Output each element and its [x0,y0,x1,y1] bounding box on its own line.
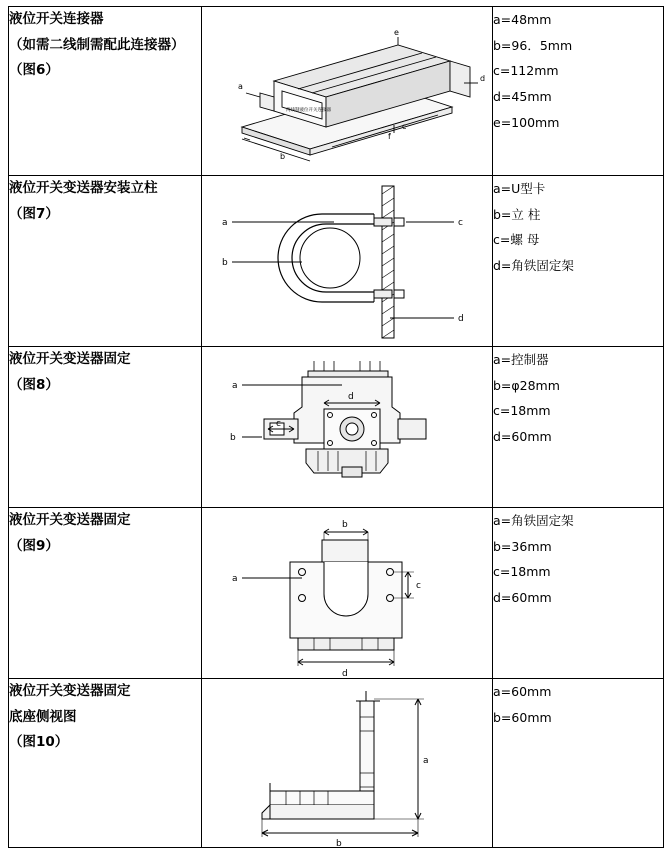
callout-d: d [480,74,486,83]
row-label-fixing-8 [9,347,202,508]
callout-b: b [222,258,228,268]
dimension-item: b=36mm [493,538,552,554]
label-line: 液位开关连接器 [9,11,104,27]
dimension-cell-fixing-8 [493,347,664,508]
transmitter-fixing-front-diagram [202,347,492,507]
label-line: （如需二线制需配此连接器） [9,36,185,53]
label-line: （图9） [9,537,59,554]
dimension-item: d=60mm [493,428,552,444]
base-side-view-diagram [202,679,492,847]
dimension-item: c=112mm [493,63,559,79]
callout-a: a [232,381,238,391]
dimension-item: b=96．5mm [493,37,573,53]
dimension-item: a=48mm [493,12,552,27]
level-switch-connector-diagram [202,7,492,175]
dimension-item: a=角铁固定架 [493,513,574,528]
dimension-item: a=60mm [493,684,552,699]
dimension-item: d=角铁固定架 [493,257,574,273]
callout-a: a [238,82,243,91]
dimension-cell-mounting-post [493,176,664,347]
table-row [9,7,664,176]
callout-c: c [416,581,421,591]
figure-cell-fixing-9 [202,508,493,679]
dimension-item: b=60mm [493,709,552,725]
callout-b: b [280,152,286,161]
dimension-item: d=45mm [493,88,552,104]
dimension-cell-fixing-9 [493,508,664,679]
transmitter-fixing-plate-diagram [202,508,492,678]
dimension-item: d=60mm [493,589,552,605]
callout-d: d [342,669,348,678]
callout-d: d [348,392,354,402]
callout-d: d [458,314,464,324]
callout-c: c [458,218,463,228]
row-label-fixing-9 [9,508,202,679]
dimension-cell-connector [493,7,664,176]
dimension-item: b=φ28mm [493,377,560,393]
row-label-base-side-view [9,679,202,848]
dimension-item: c=18mm [493,564,551,580]
callout-a: a [222,218,228,228]
table-row [9,508,664,679]
label-line: （图7） [9,205,59,222]
figure-cell-mounting-post [202,176,493,347]
callout-a: a [232,574,238,584]
label-line: （图6） [9,62,59,79]
callout-b: b [336,839,342,847]
callout-c: c [276,419,281,429]
label-line: 液位开关变送器固定 [9,683,131,699]
table-row [9,679,664,848]
label-line: 底座侧视图 [9,708,77,725]
callout-e: e [394,28,399,37]
dimension-item: b=立 柱 [493,206,541,222]
label-line: 液位开关变送器固定 [9,351,131,367]
specification-table [8,6,664,848]
dimension-item: c=螺 母 [493,232,540,248]
figure-cell-connector [202,7,493,176]
mounting-post-clamp-diagram [202,176,492,346]
figure-cell-fixing-8 [202,347,493,508]
row-label-mounting-post [9,176,202,347]
dimension-item: c=18mm [493,403,551,419]
callout-b: b [230,433,236,443]
label-line: （图8） [9,376,59,393]
label-line: （图10） [9,734,69,751]
dimension-cell-base-side-view [493,679,664,848]
table-row [9,347,664,508]
dimension-item: a=控制器 [493,352,549,367]
figure-cell-base-side-view [202,679,493,848]
dimension-item: e=100mm [493,114,560,130]
label-line: 液位开关变送器固定 [9,512,131,528]
dimension-item: a=U型卡 [493,181,546,196]
row-label-connector [9,7,202,176]
callout-a: a [423,756,429,766]
callout-f: f [388,132,391,141]
callout-c: c [402,122,407,131]
callout-b: b [342,520,348,530]
label-line: 液位开关变送器安装立柱 [9,180,158,196]
table-row [9,176,664,347]
figure-caption: 两线制液位开关连接器 [286,108,331,113]
